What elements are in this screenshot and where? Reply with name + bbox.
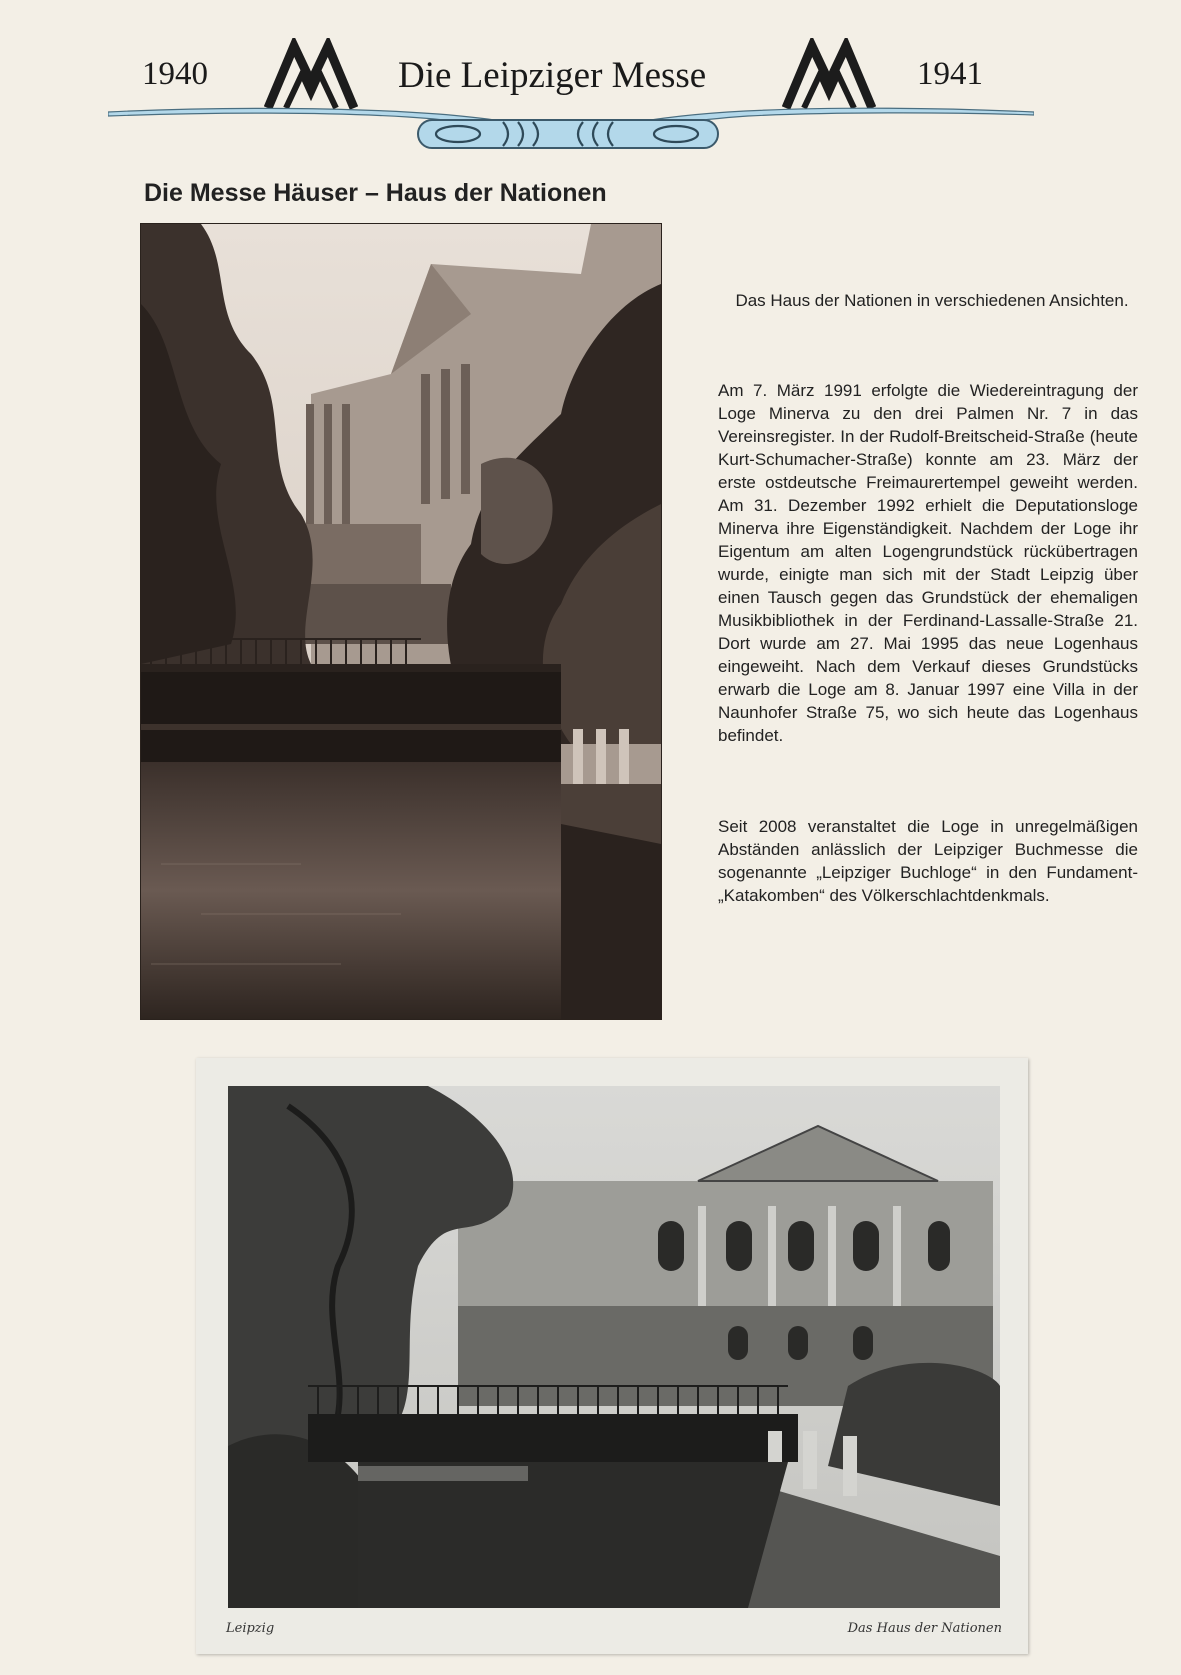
messe-logo-icon xyxy=(264,38,358,114)
year-left: 1940 xyxy=(142,56,208,92)
page-title: Die Leipziger Messe xyxy=(398,55,707,96)
section-heading: Die Messe Häuser – Haus der Nationen xyxy=(144,179,607,207)
body-paragraph: Seit 2008 veranstaltet die Loge in unregelmäßigen Abständen anlässlich der Leipziger Buchmesse die sogenannte „Leipziger Buchloge“ in den Fundament-„Katakomben“ des Völkerschlachtdenkmals. xyxy=(718,817,1138,905)
photo-haus-der-nationen-front-view xyxy=(228,1086,1000,1608)
body-paragraph: Am 7. März 1991 erfolgte die Wiedereintragung der Loge Minerva zu den drei Palmen Nr. 7 in das Vereinsregister. In der Rudolf-Breitscheid-Straße (heute Kurt-Schumacher-Straße) konnte am 23. März der erste ostdeutsche Freimaurertempel geweiht werden. Am 31. Dezember 1992 erhielt die Deputationsloge Minerva ihre Eigenständigkeit. Nachdem der Loge ihr Eigentum am alten Logengrundstück rückübertragen wurde, einigte man sich mit der Stadt Leipzig über einen Tausch gegen das Grundstück der ehemaligen Musikbibliothek in der Ferdinand-Lassalle-Straße 21. Dort wurde am 27. Mai 1995 das neue Logenhaus eingeweiht. Nach dem Verkauf dieses Grundstücks erwarb die Loge am 8. Januar 1997 eine Villa in der Naunhofer Straße 75, wo sich heute das Logenhaus befindet. xyxy=(718,381,1138,745)
photo-haus-der-nationen-side-view xyxy=(140,223,662,1020)
photo-caption: Das Haus der Nationen in verschiedenen Ansichten. xyxy=(735,291,1129,310)
postcard-caption-right: Das Haus der Nationen xyxy=(847,1621,1002,1636)
wave-ornament-icon xyxy=(108,104,1034,152)
postcard-haus-der-nationen xyxy=(196,1058,1028,1654)
year-right: 1941 xyxy=(917,56,983,92)
messe-logo-icon xyxy=(782,38,876,114)
postcard-caption-left: Leipzig xyxy=(226,1621,275,1636)
